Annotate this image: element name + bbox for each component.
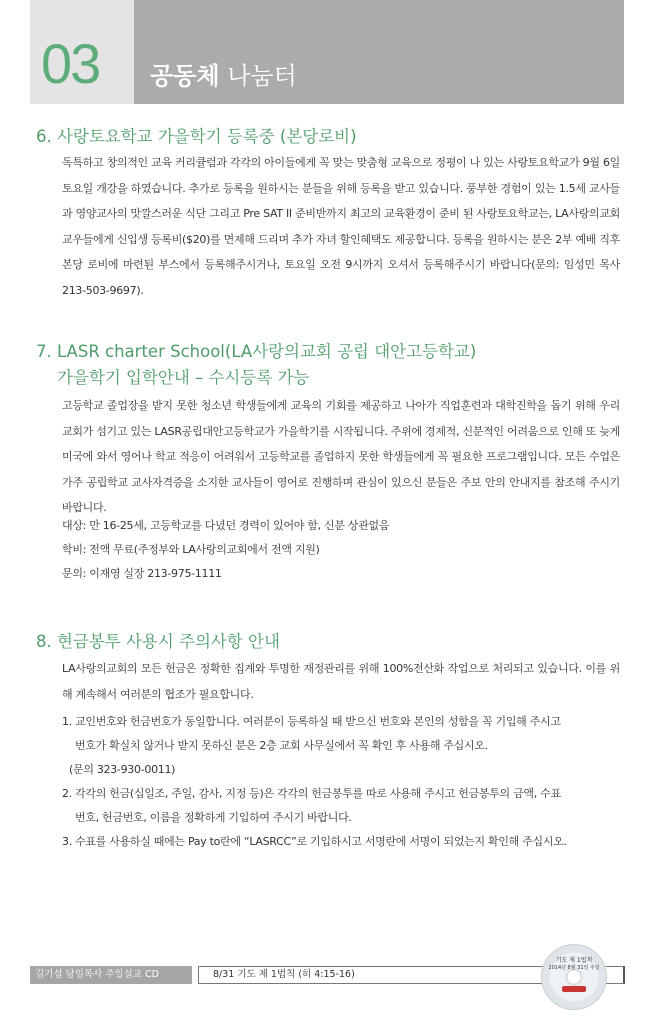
section-7-detail-target: 대상: 만 16-25세, 고등학교를 다녔던 경력이 있어야 함, 신분 상관없음 xyxy=(62,519,390,532)
section-7-paragraph: 고등학교 졸업장을 받지 못한 청소년 학생들에게 교육의 기회를 제공하고 나아가 직업훈련과 대학진학을 돕기 위해 우리 교회가 섬기고 있는 LASR공립대안고등학교가 가을학기를 시작됩니다. 주위에 경제적, 신분적인 어려움으로 인해 또 늦게 미국에 와서 영어나 학교 적응이 어려워서 고등학교를 졸업하지 못한 학생들에게 꼭 필요한 프로그램입니다. 모든 수업은 가주 공립학교 교사자격증을 소지한 교사들이 영어로 진행하며 관심이 있으신 분들은 주보 안의 안내지를 참조해 주시기 바랍니다. xyxy=(62,399,620,515)
section-8-item-2-line1: 2. 각각의 헌금(십일조, 주일, 감사, 지정 등)은 각각의 헌금봉투를 따로 사용해 주시고 헌금봉투의 금액, 수표 xyxy=(62,787,561,800)
section-8-item-3-line1: 3. 수표를 사용하실 때에는 Pay to란에 “LASRCC”로 기입하시고 서명란에 서명이 되었는지 확인해 주십시오. xyxy=(62,835,567,848)
cd-logo xyxy=(562,986,586,992)
section-6-title: 6. 사랑토요학교 가을학기 등록중 (본당로비) xyxy=(36,127,357,146)
page-title-bold: 공동체 xyxy=(150,62,220,90)
section-7-title-line1: 7. LASR charter School(LA사랑의교회 공립 대안고등학교) xyxy=(36,342,477,361)
cd-subtitle: 2014년 8월 31일 주일 xyxy=(548,965,600,971)
section-7-detail-contact: 문의: 이재영 실장 213-975-1111 xyxy=(62,567,222,580)
section-8-item-1-line1: 1. 교인번호와 헌금번호가 동일합니다. 여러분이 등록하실 때 받으신 번호와 본인의 성함을 꼭 기입해 주시고 xyxy=(62,715,561,728)
section-number: 03 xyxy=(41,32,100,95)
section-8-paragraph: LA사랑의교회의 모든 헌금은 정확한 집계와 투명한 재정관리를 위해 100%전산화 작업으로 처리되고 있습니다. 이를 위해 계속해서 여러분의 협조가 필요합니다. xyxy=(62,662,620,701)
section-8-item-1-line2: 번호가 확실치 않거나 받지 못하신 분은 2층 교회 사무실에서 꼭 확인 후 사용해 주십시오. xyxy=(75,739,488,752)
cd-title: 기도 제 1법칙 xyxy=(555,957,593,964)
section-7-detail-tuition: 학비: 전액 무료(주정부와 LA사랑의교회에서 전액 지원) xyxy=(62,543,320,556)
section-7-title-line2: 가을학기 입학안내 – 수시등록 가능 xyxy=(57,368,310,387)
section-8-title: 8. 현금봉투 사용시 주의사항 안내 xyxy=(36,632,280,651)
sermon-cd-image xyxy=(541,944,607,1010)
footer-sermon-title: 8/31 기도 제 1법칙 (히 4:15-16) xyxy=(213,969,355,980)
page-title xyxy=(150,60,297,92)
section-8-item-1-line3: (문의 323-930-0011) xyxy=(69,763,176,776)
section-6-paragraph: 독특하고 창의적인 교육 커리큘럼과 각각의 아이들에게 꼭 맞는 맞춤형 교육으로 정평이 나 있는 사랑토요학교가 9월 6일 토요일 개강을 하였습니다. 추가로 등록을 원하시는 분들을 위해 등록을 받고 있습니다. 풍부한 경험이 있는 1.5세 교사들과 영양교사의 맛깔스러운 식단 그리고 Pre SAT II 준비반까지 최고의 교육환경이 준비 된 사랑토요학교는, LA사랑의교회 교우들에게 신입생 등록비($20)를 면제해 드리며 추가 자녀 할인혜택도 제공합니다. 등록을 원하시는 분은 2부 예배 직후 본당 로비에 마련된 부스에서 등록해주시거나, 토요일 오전 9시까지 오셔서 등록해주시기 바랍니다(문의: 임성민 목사 213-503-9697). xyxy=(62,156,620,297)
footer-label: 김기섭 담임목사 주일설교 CD xyxy=(35,969,159,980)
page-title-light: 나눔터 xyxy=(227,62,297,90)
section-8-item-2-line2: 번호, 헌금번호, 이름을 정확하게 기입하여 주시기 바랍니다. xyxy=(75,811,352,824)
